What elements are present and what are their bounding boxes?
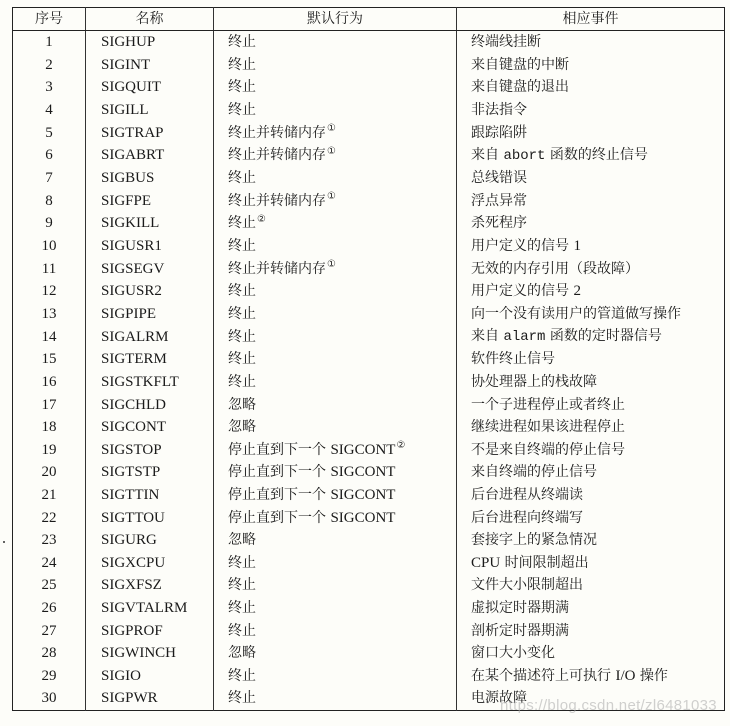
default-action [214,348,457,371]
signal-name-text: SIGPWR [101,690,158,707]
event-description-text: 电源故障 [471,690,527,707]
signal-name-text: SIGCHLD [101,396,167,413]
stray-dot [3,541,5,543]
table-row [13,76,725,99]
signal-name [86,551,214,574]
signal-name [86,325,214,348]
event-description-text: 向一个没有读用户的管道做写操作 [471,305,681,322]
default-action [214,597,457,620]
row-number-text: 7 [45,170,53,187]
row-number-text: 20 [41,464,57,481]
event-description [457,212,725,235]
table-row [13,642,725,665]
event-description-text: 无效的内存引用（段故障） [471,260,639,277]
row-number-text: 12 [41,283,57,300]
event-description-text: 来自 abort 函数的终止信号 [471,146,648,164]
row-number [13,416,86,439]
row-number-text: 13 [41,305,57,322]
table-row [13,439,725,462]
default-action-text: 停止直到下一个 SIGCONT [228,441,396,458]
event-description [457,439,725,462]
row-number-text: 17 [41,396,57,413]
table-row [13,280,725,303]
default-action [214,506,457,529]
row-number [13,371,86,394]
signal-name [86,144,214,167]
default-action [214,642,457,665]
table-row [13,416,725,439]
signal-name [86,597,214,620]
default-action-text: 终止 [228,554,256,571]
row-number-text: 5 [45,124,53,141]
event-description-text: 来自键盘的退出 [471,79,569,96]
event-description-text: 用户定义的信号 1 [471,238,581,255]
event-description-text: 后台进程向终端写 [471,509,583,526]
event-description [457,664,725,687]
signal-name [86,439,214,462]
signal-name-text: SIGKILL [101,215,160,232]
event-description [457,54,725,77]
signal-name [86,371,214,394]
event-description-text: 继续进程如果该进程停止 [471,419,625,436]
event-description-text: 窗口大小变化 [471,645,555,662]
default-action [214,190,457,213]
event-description [457,303,725,326]
row-number [13,484,86,507]
event-description-text: 后台进程从终端读 [471,486,583,503]
row-number [13,574,86,597]
event-description-text: 杀死程序 [471,215,527,232]
signal-name-text: SIGXCPU [101,554,166,571]
event-description [457,619,725,642]
table-row [13,506,725,529]
default-action-text: 停止直到下一个 SIGCONT [228,464,396,481]
event-description-text: 来自终端的停止信号 [471,464,597,481]
event-description-text: 不是来自终端的停止信号 [471,441,625,458]
event-description-text: 虚拟定时器期满 [471,599,569,616]
row-number-text: 23 [41,532,57,549]
row-number [13,664,86,687]
row-number [13,99,86,122]
event-description-text: 协处理器上的栈故障 [471,374,597,391]
default-action [214,687,457,710]
default-action [214,325,457,348]
row-number [13,687,86,710]
event-description [457,76,725,99]
default-action-text: 忽略 [228,645,256,662]
default-action-text: 终止 [228,690,256,707]
event-description [457,597,725,620]
default-action [214,461,457,484]
table-row [13,325,725,348]
event-description [457,348,725,371]
table-row [13,212,725,235]
row-number [13,303,86,326]
event-description [457,144,725,167]
signal-name-text: SIGWINCH [101,645,176,662]
signal-name-text: SIGABRT [101,147,165,164]
watermark: https://blog.csdn.net/zl6481033 [500,697,717,714]
row-number [13,439,86,462]
event-description-text: CPU 时间限制超出 [471,554,589,571]
table-row [13,303,725,326]
signal-name-text: SIGTTIN [101,486,160,503]
default-action-text: 终止 [228,328,256,345]
header-default-action: 默认行为 [214,8,457,31]
footnote-marker: ① [327,123,336,135]
event-description [457,31,725,54]
default-action-text: 终止 [228,56,256,73]
signal-table [12,7,725,711]
row-number [13,551,86,574]
table-row [13,664,725,687]
event-description [457,371,725,394]
default-action-text: 终止 [228,79,256,96]
default-action [214,529,457,552]
default-action [214,551,457,574]
footnote-marker: ② [396,440,406,452]
signal-name [86,393,214,416]
signal-name [86,280,214,303]
row-number [13,212,86,235]
row-number-text: 16 [41,374,57,391]
table-row [13,597,725,620]
row-number-text: 24 [41,554,57,571]
signal-name-text: SIGCONT [101,419,167,436]
row-number [13,348,86,371]
event-description-text: 在某个描述符上可执行 I/O 操作 [471,667,668,684]
event-description-text: 跟踪陷阱 [471,124,527,141]
table-row [13,54,725,77]
signal-name-text: SIGIO [101,667,141,684]
event-description [457,280,725,303]
default-action-text: 停止直到下一个 SIGCONT [228,486,396,503]
default-action [214,280,457,303]
signal-name [86,257,214,280]
row-number [13,76,86,99]
footnote-marker: ① [327,145,336,157]
row-number [13,461,86,484]
signal-name [86,416,214,439]
event-description-text: 一个子进程停止或者终止 [471,396,625,413]
signal-name [86,687,214,710]
row-number-text: 11 [41,260,57,277]
signal-name-text: SIGBUS [101,170,155,187]
row-number [13,325,86,348]
event-description-text: 剖析定时器期满 [471,622,569,639]
signal-name [86,212,214,235]
default-action-text: 终止并转储内存 [228,147,326,164]
event-description [457,416,725,439]
event-description-text: 用户定义的信号 2 [471,283,581,300]
event-description [457,393,725,416]
signal-name [86,529,214,552]
header-name: 名称 [86,8,214,31]
row-number [13,31,86,54]
signal-name-text: SIGHUP [101,34,156,51]
default-action [214,619,457,642]
event-description [457,484,725,507]
default-action-text: 停止直到下一个 SIGCONT [228,509,396,526]
default-action-text: 终止 [228,170,256,187]
row-number-text: 8 [45,192,53,209]
row-number-text: 14 [41,328,57,345]
signal-name [86,76,214,99]
event-description [457,574,725,597]
row-number-text: 2 [45,56,53,73]
signal-name [86,235,214,258]
event-description-text: 浮点异常 [471,192,527,209]
row-number [13,190,86,213]
row-number-text: 21 [41,486,57,503]
signal-name-text: SIGPIPE [101,305,157,322]
footnote-marker: ② [257,213,266,225]
default-action-text: 终止 [228,34,256,51]
default-action [214,257,457,280]
signal-name-text: SIGTRAP [101,124,164,141]
default-action [214,664,457,687]
signal-name-text: SIGTERM [101,351,167,368]
table-row [13,235,725,258]
event-description [457,642,725,665]
table-row [13,144,725,167]
signal-name-text: SIGALRM [101,328,169,345]
event-description [457,190,725,213]
signal-name-text: SIGPROF [101,622,163,639]
row-number-text: 19 [41,441,57,458]
row-number-text: 25 [41,577,57,594]
default-action-text: 终止并转储内存 [228,124,326,141]
row-number-text: 1 [45,34,53,51]
default-action-text: 终止 [228,351,256,368]
default-action [214,416,457,439]
default-action [214,144,457,167]
signal-name [86,664,214,687]
signal-name-text: SIGTSTP [101,464,161,481]
row-number [13,506,86,529]
table-row [13,371,725,394]
signal-name [86,484,214,507]
signal-name-text: SIGUSR1 [101,238,162,255]
table-row [13,167,725,190]
signal-name-text: SIGINT [101,56,151,73]
event-description [457,461,725,484]
table-row [13,574,725,597]
row-number [13,167,86,190]
event-description [457,235,725,258]
default-action-text: 终止 [228,622,256,639]
event-description [457,167,725,190]
signal-name [86,31,214,54]
signal-name [86,461,214,484]
event-description [457,257,725,280]
default-action [214,212,457,235]
signal-name [86,303,214,326]
row-number [13,619,86,642]
signal-name [86,99,214,122]
signal-name [86,574,214,597]
default-action-text: 终止 [228,577,256,594]
row-number-text: 29 [41,667,57,684]
row-number-text: 28 [41,645,57,662]
table-row [13,619,725,642]
signal-name-text: SIGURG [101,532,157,549]
table-row [13,484,725,507]
default-action-text: 终止 [228,283,256,300]
header-number: 序号 [13,8,86,31]
default-action [214,303,457,326]
row-number-text: 26 [41,599,57,616]
signal-name-text: SIGSTOP [101,441,162,458]
signal-name [86,506,214,529]
row-number [13,54,86,77]
default-action-text: 终止 [228,215,256,232]
event-description-text: 文件大小限制超出 [471,577,583,594]
signal-name-text: SIGSEGV [101,260,165,277]
default-action [214,235,457,258]
table-row [13,393,725,416]
row-number-text: 30 [41,690,57,707]
event-description [457,529,725,552]
table-row [13,348,725,371]
signal-name-text: SIGXFSZ [101,577,162,594]
row-number [13,393,86,416]
default-action [214,99,457,122]
event-description-text: 来自键盘的中断 [471,56,569,73]
row-number [13,144,86,167]
default-action [214,371,457,394]
event-description [457,99,725,122]
default-action [214,167,457,190]
table-row [13,121,725,144]
default-action [214,574,457,597]
row-number [13,529,86,552]
header-event: 相应事件 [457,8,725,31]
row-number-text: 3 [45,79,53,96]
signal-name-text: SIGVTALRM [101,599,188,616]
footnote-marker: ① [327,191,336,203]
row-number-text: 6 [45,147,53,164]
signal-name [86,190,214,213]
default-action [214,54,457,77]
default-action [214,31,457,54]
default-action-text: 终止 [228,238,256,255]
default-action-text: 终止并转储内存 [228,192,326,209]
event-description-text: 套接字上的紧急情况 [471,532,597,549]
table-row [13,99,725,122]
table-row [13,190,725,213]
signal-name [86,54,214,77]
default-action [214,121,457,144]
default-action [214,439,457,462]
default-action [214,76,457,99]
table-row [13,257,725,280]
header-row [13,8,725,31]
footnote-marker: ① [327,258,336,270]
default-action [214,393,457,416]
row-number-text: 15 [41,351,57,368]
table-row [13,551,725,574]
table-row [13,461,725,484]
event-description-text: 软件终止信号 [471,351,555,368]
signal-name [86,642,214,665]
default-action-text: 终止并转储内存 [228,260,326,277]
row-number [13,257,86,280]
default-action [214,484,457,507]
default-action-text: 终止 [228,305,256,322]
default-action-text: 终止 [228,599,256,616]
event-description [457,121,725,144]
signal-name-text: SIGTTOU [101,509,165,526]
default-action-text: 终止 [228,102,256,119]
row-number [13,597,86,620]
signal-name-text: SIGUSR2 [101,283,162,300]
event-description-text: 非法指令 [471,102,527,119]
row-number-text: 22 [41,509,57,526]
signal-name [86,121,214,144]
row-number [13,642,86,665]
event-description [457,506,725,529]
default-action-text: 终止 [228,667,256,684]
signal-name-text: SIGQUIT [101,79,161,96]
row-number-text: 18 [41,419,57,436]
signal-name [86,348,214,371]
signal-name-text: SIGSTKFLT [101,374,179,391]
row-number-text: 4 [45,102,53,119]
event-description-text: 来自 alarm 函数的定时器信号 [471,328,662,346]
signal-name [86,619,214,642]
row-number [13,235,86,258]
default-action-text: 忽略 [228,419,256,436]
default-action-text: 忽略 [228,396,256,413]
event-description-text: 总线错误 [471,170,527,187]
row-number-text: 27 [41,622,57,639]
row-number-text: 9 [45,215,53,232]
event-description-text: 终端线挂断 [471,34,541,51]
row-number [13,121,86,144]
default-action-text: 终止 [228,374,256,391]
table-row [13,31,725,54]
row-number-text: 10 [41,238,57,255]
signal-name-text: SIGILL [101,102,149,119]
row-number [13,280,86,303]
table-row [13,529,725,552]
default-action-text: 忽略 [228,532,256,549]
event-description [457,551,725,574]
signal-name-text: SIGFPE [101,192,152,209]
event-description [457,325,725,348]
signal-name [86,167,214,190]
